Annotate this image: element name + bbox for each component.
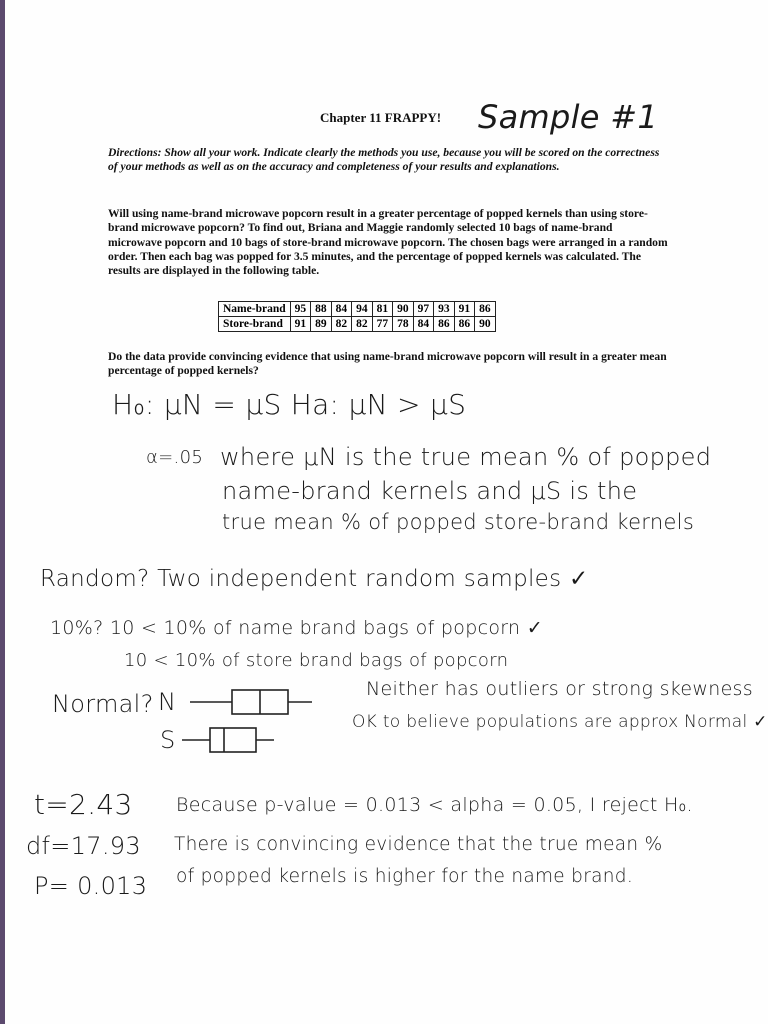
conclusion-line-2: There is convincing evidence that the true mean % [174,834,663,855]
name-brand-boxplot-label: N [158,688,177,716]
table-cell: 88 [311,302,332,317]
hypotheses: H₀: μN = μS Ha: μN > μS [112,388,467,421]
ten-percent-condition-1: 10%? 10 < 10% of name brand bags of popcorn ✓ [50,617,543,639]
normal-note-2: OK to believe populations are approx Normal ✓ [352,712,768,732]
random-condition: Random? Two independent random samples ✓ [40,566,589,592]
table-cell: 91 [290,317,311,332]
table-row [219,317,496,332]
row-label: Name-brand [219,302,291,317]
directions-text: Directions: Show all your work. Indicate clearly the methods you use, because you will be scored on the correctness of your methods as well as on the accuracy and completeness of your results and explanations. [108,146,660,174]
parameter-definition-1: where μN is the true mean % of popped [220,443,712,471]
name-brand-boxplot [186,682,316,722]
alpha-level: α=.05 [146,447,204,468]
table-cell: 86 [434,317,455,332]
page-edge [0,0,5,1024]
table-cell: 82 [352,317,373,332]
table-cell: 84 [331,302,352,317]
conclusion-line-3: of popped kernels is higher for the name brand. [176,866,634,887]
table-cell: 86 [454,317,475,332]
parameter-definition-2: name-brand kernels and μS is the [222,477,638,505]
table-cell: 95 [290,302,311,317]
table-cell: 90 [393,302,414,317]
degrees-of-freedom: df=17.93 [26,832,141,860]
table-cell: 94 [352,302,373,317]
ten-percent-condition-2: 10 < 10% of store brand bags of popcorn [124,650,509,671]
table-cell: 78 [393,317,414,332]
store-brand-boxplot [178,722,278,758]
parameter-definition-3: true mean % of popped store-brand kernels [222,510,695,534]
table-cell: 91 [454,302,475,317]
p-value: P= 0.013 [34,872,148,900]
chapter-title: Chapter 11 FRAPPY! [320,110,442,125]
store-brand-boxplot-label: S [160,726,176,754]
table-cell: 82 [331,317,352,332]
question-text: Do the data provide convincing evidence that using name-brand microwave popcorn will result in a greater mean percentage of popped kernels? [108,350,667,378]
table-cell: 81 [372,302,393,317]
normal-note-1: Neither has outliers or strong skewness [366,678,753,700]
table-cell: 93 [434,302,455,317]
table-cell: 89 [311,317,332,332]
table-cell: 90 [475,317,496,332]
problem-text: Will using name-brand microwave popcorn result in a greater percentage of popped kernels than using store-brand microwave popcorn? To find out, Briana and Maggie randomly selected 10 bags of name-brand microwave popcorn and 10 bags of store-brand microwave popcorn. The chosen bags were arranged in a random order. Then each bag was popped for 3.5 minutes, and the percentage of popped kernels was calculated. The results are displayed in the following table. [108,207,668,278]
conclusion-line-1: Because p-value = 0.013 < alpha = 0.05, I reject H₀. [176,794,693,816]
data-table [218,301,496,332]
table-cell: 86 [475,302,496,317]
row-label: Store-brand [219,317,291,332]
table-row [219,302,496,317]
table-cell: 84 [413,317,434,332]
normal-condition-label: Normal? [52,690,154,718]
table-cell: 97 [413,302,434,317]
t-statistic: t=2.43 [34,788,133,821]
table-cell: 77 [372,317,393,332]
sample-label: Sample #1 [478,98,659,136]
